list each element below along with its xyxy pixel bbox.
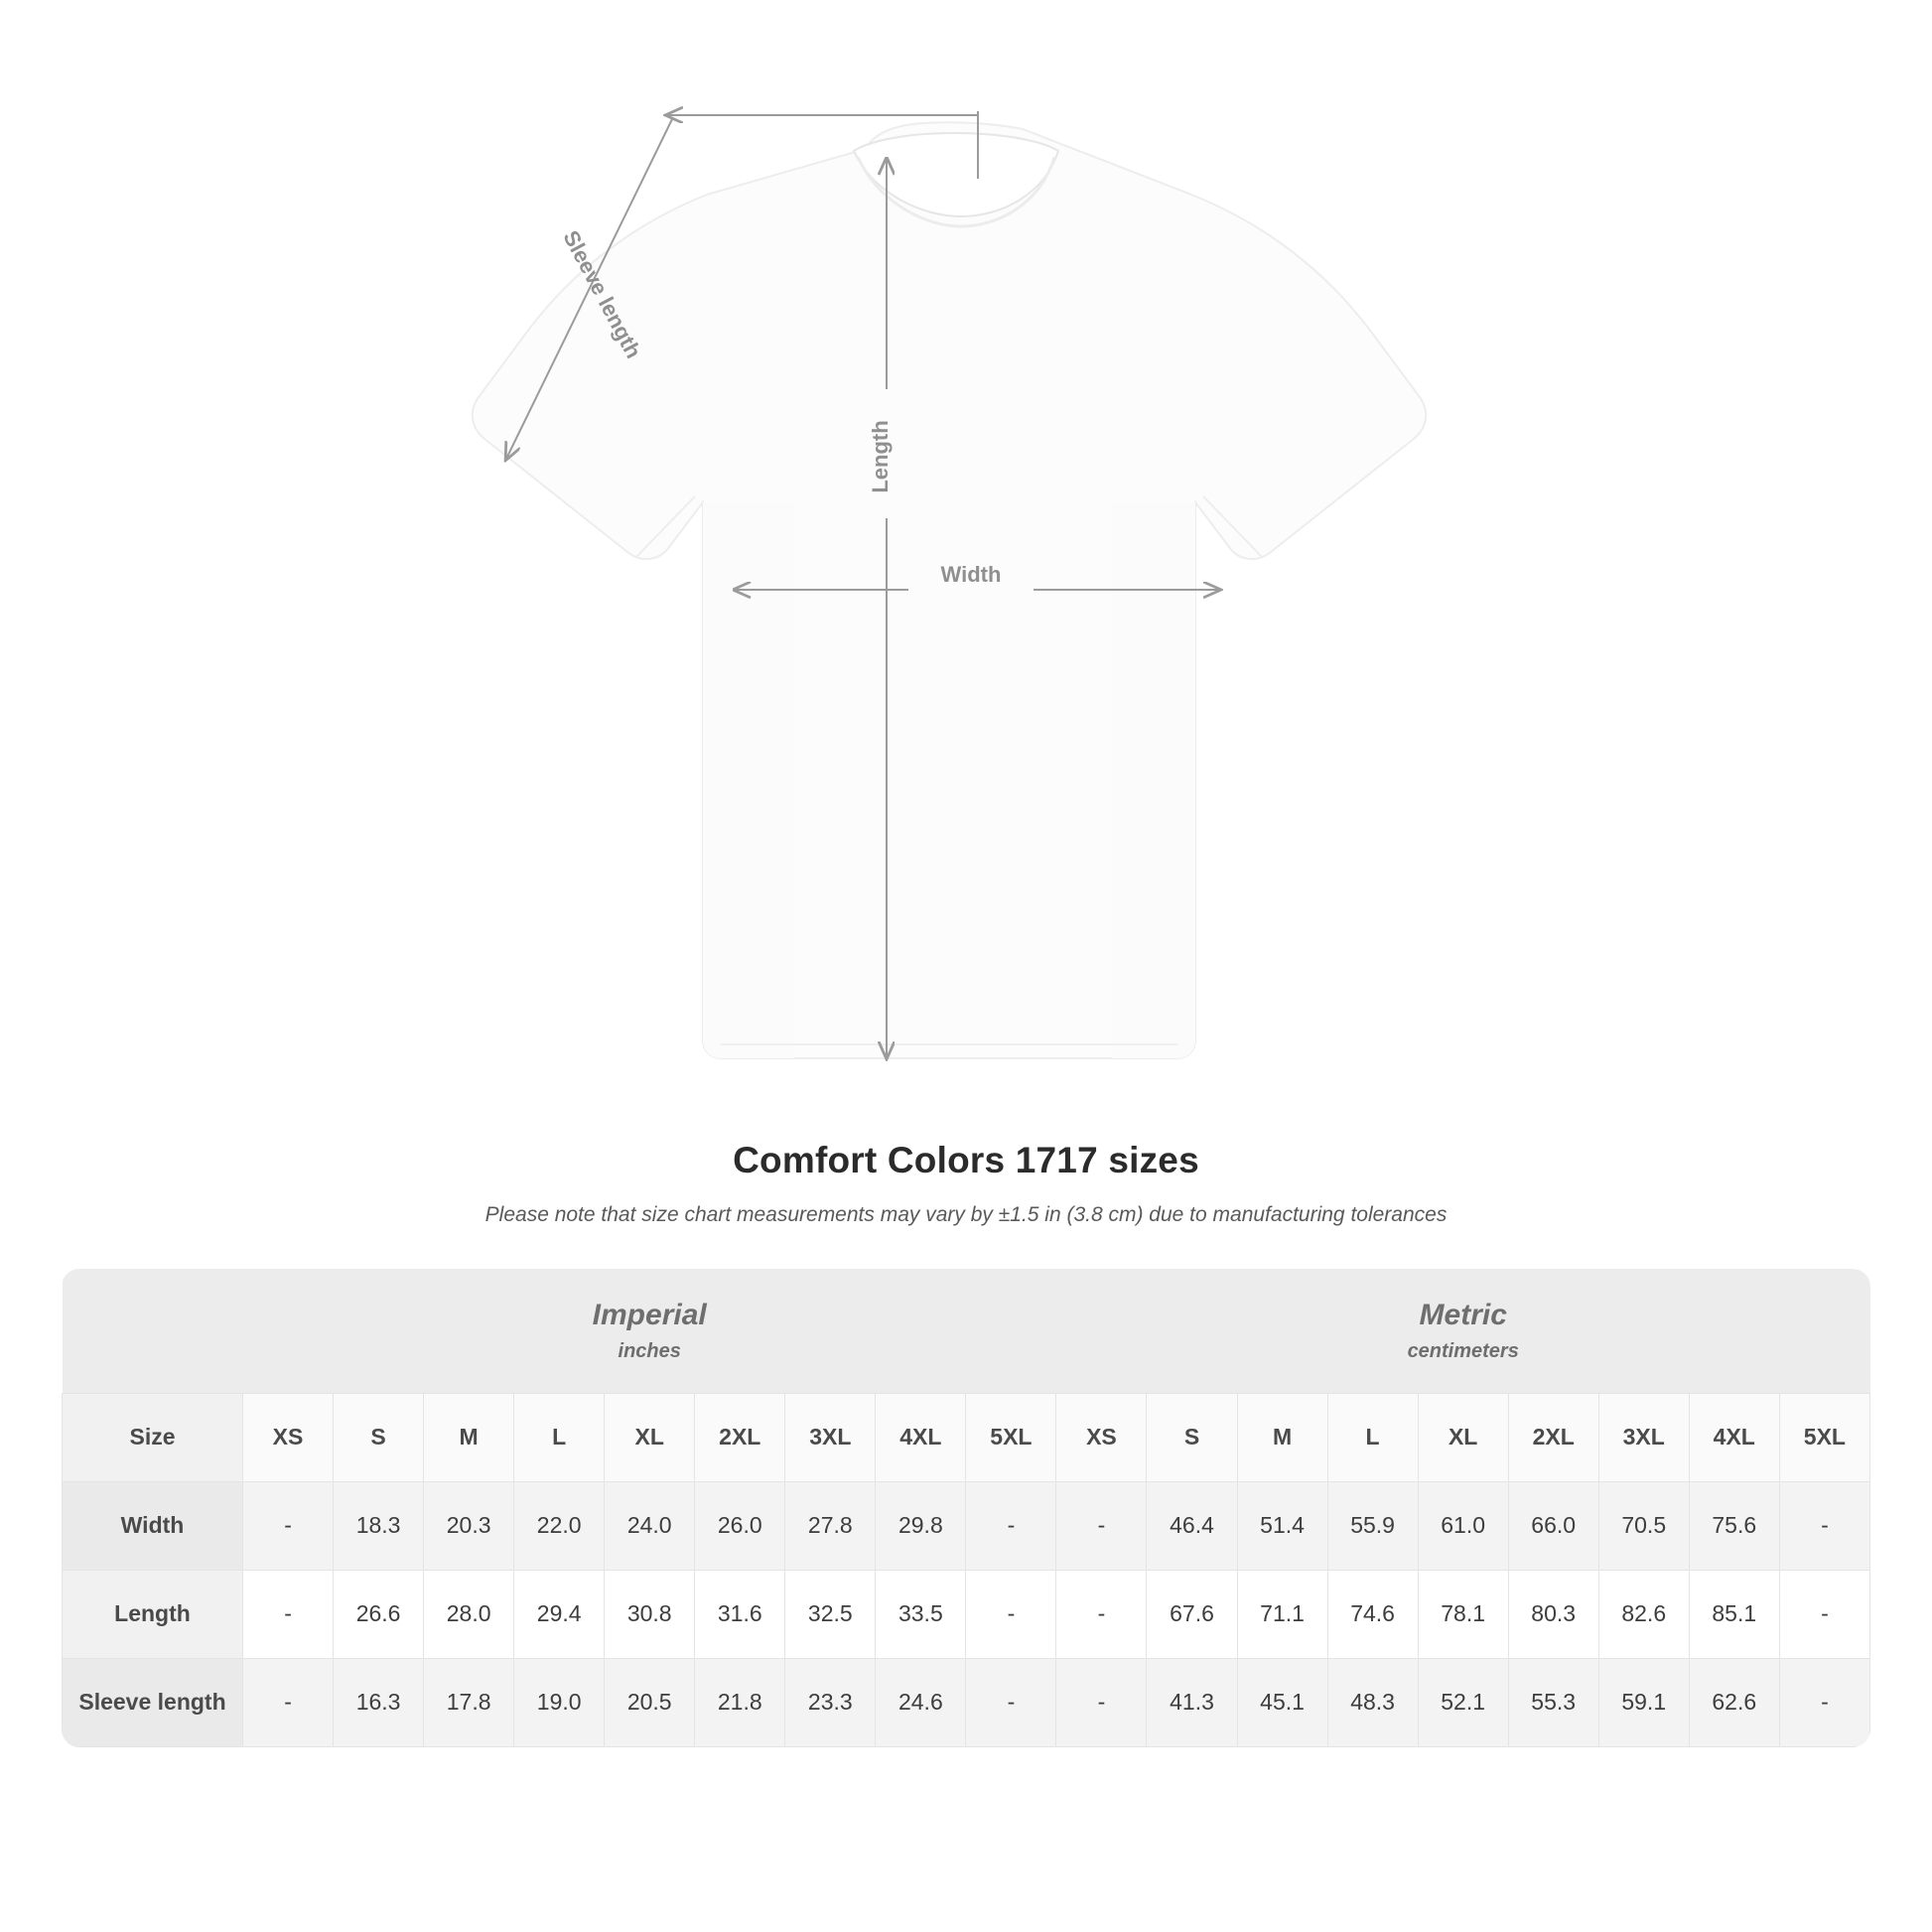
cell-length-metric-m: 71.1 bbox=[1237, 1570, 1327, 1658]
cell-sleeve-imperial-5xl: - bbox=[966, 1658, 1056, 1746]
cell-length-imperial-2xl: 31.6 bbox=[695, 1570, 785, 1658]
size-label-cell: Size bbox=[63, 1393, 243, 1481]
cell-width-metric-2xl: 66.0 bbox=[1508, 1481, 1598, 1570]
cell-length-imperial-3xl: 32.5 bbox=[785, 1570, 876, 1658]
cell-length-metric-4xl: 85.1 bbox=[1689, 1570, 1779, 1658]
cell-width-imperial-m: 20.3 bbox=[424, 1481, 514, 1570]
col-metric-s: S bbox=[1147, 1393, 1237, 1481]
cell-sleeve-imperial-l: 19.0 bbox=[514, 1658, 605, 1746]
cell-length-metric-xs: - bbox=[1056, 1570, 1147, 1658]
unit-header-row bbox=[63, 1269, 1870, 1393]
cell-sleeve-imperial-xs: - bbox=[243, 1658, 334, 1746]
unit-metric-sub: centimeters bbox=[1407, 1339, 1519, 1362]
cell-width-imperial-5xl: - bbox=[966, 1481, 1056, 1570]
col-metric-xl: XL bbox=[1418, 1393, 1508, 1481]
cell-length-imperial-5xl: - bbox=[966, 1570, 1056, 1658]
col-imperial-2xl: 2XL bbox=[695, 1393, 785, 1481]
cell-sleeve-metric-5xl: - bbox=[1779, 1658, 1869, 1746]
col-metric-5xl: 5XL bbox=[1779, 1393, 1869, 1481]
cell-sleeve-imperial-4xl: 24.6 bbox=[876, 1658, 966, 1746]
cell-sleeve-imperial-m: 17.8 bbox=[424, 1658, 514, 1746]
cell-sleeve-imperial-2xl: 21.8 bbox=[695, 1658, 785, 1746]
cell-sleeve-metric-xl: 52.1 bbox=[1418, 1658, 1508, 1746]
cell-sleeve-imperial-3xl: 23.3 bbox=[785, 1658, 876, 1746]
cell-sleeve-metric-m: 45.1 bbox=[1237, 1658, 1327, 1746]
cell-length-imperial-m: 28.0 bbox=[424, 1570, 514, 1658]
unit-metric-name: Metric bbox=[1419, 1299, 1507, 1331]
chart-header bbox=[0, 1140, 1932, 1227]
col-imperial-4xl: 4XL bbox=[876, 1393, 966, 1481]
unit-imperial-name: Imperial bbox=[592, 1299, 707, 1331]
unit-imperial-sub: inches bbox=[618, 1339, 681, 1362]
cell-width-imperial-3xl: 27.8 bbox=[785, 1481, 876, 1570]
cell-sleeve-metric-xs: - bbox=[1056, 1658, 1147, 1746]
row-label-sleeve-length: Sleeve length bbox=[63, 1658, 243, 1746]
cell-width-imperial-2xl: 26.0 bbox=[695, 1481, 785, 1570]
cell-width-imperial-xs: - bbox=[243, 1481, 334, 1570]
col-metric-4xl: 4XL bbox=[1689, 1393, 1779, 1481]
cell-width-metric-m: 51.4 bbox=[1237, 1481, 1327, 1570]
col-imperial-s: S bbox=[334, 1393, 424, 1481]
sleeve-length-label: Sleeve length bbox=[558, 225, 646, 362]
unit-imperial-cell bbox=[243, 1269, 1056, 1393]
cell-width-metric-s: 46.4 bbox=[1147, 1481, 1237, 1570]
unit-metric-cell bbox=[1056, 1269, 1870, 1393]
col-metric-xs: XS bbox=[1056, 1393, 1147, 1481]
cell-width-metric-5xl: - bbox=[1779, 1481, 1869, 1570]
page-title: Comfort Colors 1717 sizes bbox=[733, 1140, 1199, 1180]
cell-sleeve-metric-s: 41.3 bbox=[1147, 1658, 1237, 1746]
cell-width-metric-l: 55.9 bbox=[1327, 1481, 1418, 1570]
cell-width-metric-xl: 61.0 bbox=[1418, 1481, 1508, 1570]
cell-sleeve-metric-2xl: 55.3 bbox=[1508, 1658, 1598, 1746]
cell-length-imperial-xs: - bbox=[243, 1570, 334, 1658]
cell-sleeve-metric-l: 48.3 bbox=[1327, 1658, 1418, 1746]
cell-sleeve-imperial-s: 16.3 bbox=[334, 1658, 424, 1746]
cell-sleeve-metric-4xl: 62.6 bbox=[1689, 1658, 1779, 1746]
cell-length-metric-3xl: 82.6 bbox=[1598, 1570, 1689, 1658]
cell-sleeve-imperial-xl: 20.5 bbox=[605, 1658, 695, 1746]
cell-length-metric-2xl: 80.3 bbox=[1508, 1570, 1598, 1658]
cell-width-metric-3xl: 70.5 bbox=[1598, 1481, 1689, 1570]
col-imperial-xs: XS bbox=[243, 1393, 334, 1481]
cell-length-metric-5xl: - bbox=[1779, 1570, 1869, 1658]
table-row bbox=[63, 1570, 1870, 1658]
size-table-container bbox=[62, 1269, 1870, 1747]
cell-length-metric-s: 67.6 bbox=[1147, 1570, 1237, 1658]
cell-width-imperial-l: 22.0 bbox=[514, 1481, 605, 1570]
col-metric-l: L bbox=[1327, 1393, 1418, 1481]
col-metric-2xl: 2XL bbox=[1508, 1393, 1598, 1481]
col-imperial-m: M bbox=[424, 1393, 514, 1481]
row-label-width: Width bbox=[63, 1481, 243, 1570]
col-imperial-5xl: 5XL bbox=[966, 1393, 1056, 1481]
col-imperial-l: L bbox=[514, 1393, 605, 1481]
length-label: Length bbox=[868, 420, 893, 493]
cell-width-metric-xs: - bbox=[1056, 1481, 1147, 1570]
cell-length-metric-l: 74.6 bbox=[1327, 1570, 1418, 1658]
cell-length-metric-xl: 78.1 bbox=[1418, 1570, 1508, 1658]
cell-length-imperial-4xl: 33.5 bbox=[876, 1570, 966, 1658]
cell-width-imperial-xl: 24.0 bbox=[605, 1481, 695, 1570]
cell-length-imperial-xl: 30.8 bbox=[605, 1570, 695, 1658]
row-label-length: Length bbox=[63, 1570, 243, 1658]
cell-sleeve-metric-3xl: 59.1 bbox=[1598, 1658, 1689, 1746]
col-metric-m: M bbox=[1237, 1393, 1327, 1481]
cell-width-imperial-4xl: 29.8 bbox=[876, 1481, 966, 1570]
table-row bbox=[63, 1481, 1870, 1570]
col-metric-3xl: 3XL bbox=[1598, 1393, 1689, 1481]
table-row bbox=[63, 1658, 1870, 1746]
width-label: Width bbox=[940, 562, 1002, 587]
cell-length-imperial-l: 29.4 bbox=[514, 1570, 605, 1658]
col-imperial-3xl: 3XL bbox=[785, 1393, 876, 1481]
cell-width-metric-4xl: 75.6 bbox=[1689, 1481, 1779, 1570]
unit-corner-cell bbox=[63, 1269, 243, 1393]
cell-width-imperial-s: 18.3 bbox=[334, 1481, 424, 1570]
tolerance-note: Please note that size chart measurements may vary by ±1.5 in (3.8 cm) due to manufacturing tolerances bbox=[484, 1203, 1448, 1226]
col-imperial-xl: XL bbox=[605, 1393, 695, 1481]
size-table bbox=[62, 1269, 1870, 1747]
cell-length-imperial-s: 26.6 bbox=[334, 1570, 424, 1658]
size-header-row bbox=[63, 1393, 1870, 1481]
